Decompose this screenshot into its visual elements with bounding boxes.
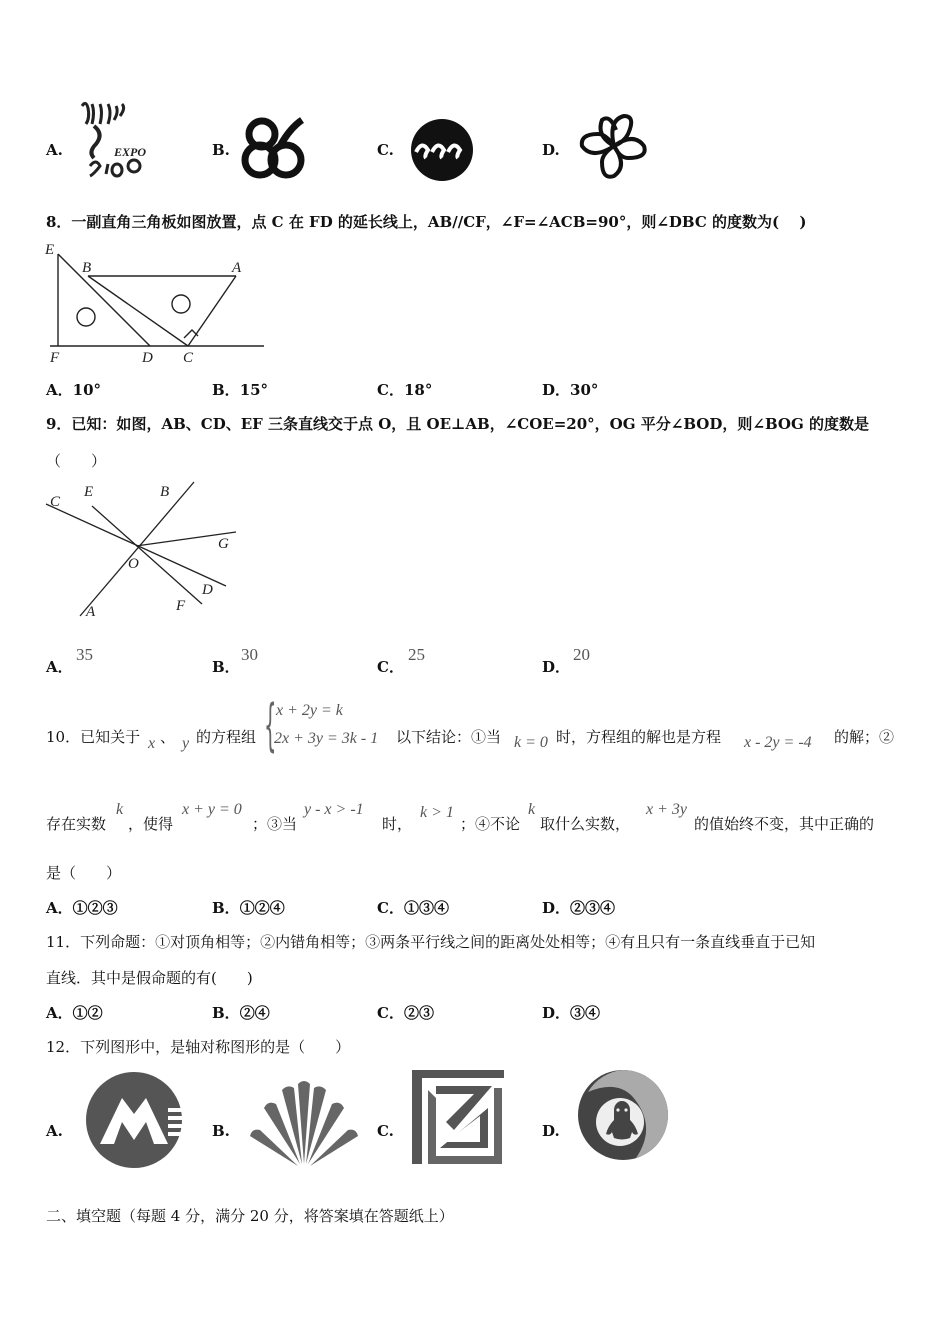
q9-option-a-label: A． — [46, 658, 73, 676]
q8-label-e: E — [45, 242, 55, 258]
q10-sep: 、 — [160, 728, 176, 746]
q9-label-o: O — [128, 556, 139, 572]
q12-option-b-label: B. — [212, 1122, 230, 1140]
q10-option-d[interactable]: D．②③④ — [542, 899, 616, 917]
expo-2010-logo-icon — [76, 100, 156, 182]
q11-option-b[interactable]: B．②④ — [212, 1004, 270, 1022]
q12-option-c-label: C. — [377, 1122, 394, 1140]
q10-cond4: k > 1 — [420, 804, 454, 821]
q10-var-x: x — [148, 735, 156, 752]
q8-triangles-figure — [40, 240, 270, 368]
q8-option-c[interactable]: C．18° — [377, 381, 433, 399]
q12-stem: 12．下列图形中，是轴对称图形的是（ ） — [46, 1038, 351, 1056]
q7-option-c-label: C. — [377, 141, 394, 159]
bank-m-logo-icon[interactable] — [84, 1070, 186, 1170]
geometric-square-logo-icon[interactable] — [410, 1068, 504, 1166]
penguin-circle-logo-icon[interactable] — [576, 1066, 670, 1164]
q9-label-c: C — [50, 494, 61, 510]
q8-stem: 8．一副直角三角板如图放置，点 C 在 FD 的延长线上，AB//CF，∠F=∠ACB=90°，则∠DBC 的度数为( ) — [46, 213, 807, 231]
q8-option-d[interactable]: D．30° — [542, 381, 599, 399]
q10-text-10: ；④不论 — [460, 815, 521, 833]
q10-text-3: 以下结论：①当 — [396, 728, 502, 746]
q9-option-b-label: B． — [212, 658, 240, 676]
q8-option-b[interactable]: B．15° — [212, 381, 269, 399]
section2-heading: 二、填空题（每题 4 分，满分 20 分，将答案填在答题纸上） — [46, 1207, 454, 1225]
q11-option-c[interactable]: C．②③ — [377, 1004, 434, 1022]
q10-text-7: ，使得 — [128, 815, 174, 833]
q8-label-d: D — [142, 350, 153, 366]
q10-eq2: 2x + 3y = 3k - 1 — [274, 730, 379, 747]
q11-option-d[interactable]: D．③④ — [542, 1004, 601, 1022]
q8-label-f: F — [50, 350, 60, 366]
q11-stem-line2: 直线．其中是假命题的有( ) — [46, 969, 253, 987]
q9-option-c-value[interactable]: 25 — [408, 645, 425, 664]
q11-stem-line1: 11．下列命题：①对顶角相等；②内错角相等；③两条平行线之间的距离处处相等；④有且只有一条直线垂直于已知 — [46, 933, 816, 951]
q10-eq1: x + 2y = k — [276, 702, 343, 719]
q10-var-k: k — [116, 801, 124, 818]
q9-label-d: D — [202, 582, 213, 598]
q10-expr: x + 3y — [646, 801, 687, 818]
q9-lines-figure — [40, 476, 250, 624]
q8-label-c: C — [183, 350, 194, 366]
q8-label-a: A — [232, 260, 242, 276]
q10-var-y: y — [182, 735, 190, 752]
q10-system-brace: { — [264, 693, 277, 758]
q10-cond1: k = 0 — [514, 734, 548, 751]
q10-text-1: 10．已知关于 — [46, 728, 141, 746]
q7-option-b-label: B. — [212, 141, 230, 159]
q9-label-a: A — [86, 604, 96, 620]
q10-text-4: 时，方程组的解也是方程 — [556, 728, 722, 746]
q9-option-b-value[interactable]: 30 — [241, 645, 258, 664]
expo-text: EXPO — [114, 145, 147, 159]
q10-text-5: 的解；② — [834, 728, 895, 746]
q10-cond2: x + y = 0 — [182, 801, 242, 818]
q10-var-k2: k — [528, 801, 536, 818]
q10-option-b[interactable]: B．①②④ — [212, 899, 285, 917]
q10-text-6: 存在实数 — [46, 815, 107, 833]
q10-text-11: 取什么实数， — [540, 815, 631, 833]
waves-circle-logo-icon — [410, 118, 474, 182]
q9-label-b: B — [160, 484, 170, 500]
q10-text-9: 时， — [382, 815, 413, 833]
q9-stem: 9．已知：如图，AB、CD、EF 三条直线交于点 O，且 OE⊥AB，∠COE=20°，OG 平分∠BOD，则∠BOG 的度数是 — [46, 415, 870, 433]
q10-text-2: 的方程组 — [196, 728, 257, 746]
q9-paren: （ ） — [46, 452, 107, 470]
q10-text-8: ；③当 — [252, 815, 298, 833]
q8-label-b: B — [82, 260, 92, 276]
q12-option-a-label: A. — [46, 1122, 63, 1140]
q10-text-13: 是（ ） — [46, 864, 122, 882]
q9-option-a-value[interactable]: 35 — [76, 645, 93, 664]
q10-eqn: x - 2y = -4 — [744, 734, 812, 751]
q12-option-d-label: D. — [542, 1122, 560, 1140]
q10-cond3: y - x > -1 — [304, 801, 364, 818]
q9-option-d-label: D． — [542, 658, 571, 676]
q9-label-g: G — [218, 536, 229, 552]
q10-text-12: 的值始终不变，其中正确的 — [694, 815, 875, 833]
knot-logo-icon — [240, 112, 310, 184]
q9-option-d-value[interactable]: 20 — [573, 645, 590, 664]
q7-option-a-label: A. — [46, 141, 63, 159]
q10-option-c[interactable]: C．①③④ — [377, 899, 449, 917]
q9-label-e: E — [84, 484, 94, 500]
q9-label-f: F — [176, 598, 186, 614]
q10-option-a[interactable]: A．①②③ — [46, 899, 118, 917]
q11-option-a[interactable]: A．①② — [46, 1004, 103, 1022]
q8-option-a[interactable]: A．10° — [46, 381, 102, 399]
q7-option-d-label: D. — [542, 141, 560, 159]
flower-swirl-logo-icon — [574, 110, 654, 184]
q9-option-c-label: C． — [377, 658, 404, 676]
huawei-petals-logo-icon[interactable] — [248, 1078, 360, 1168]
